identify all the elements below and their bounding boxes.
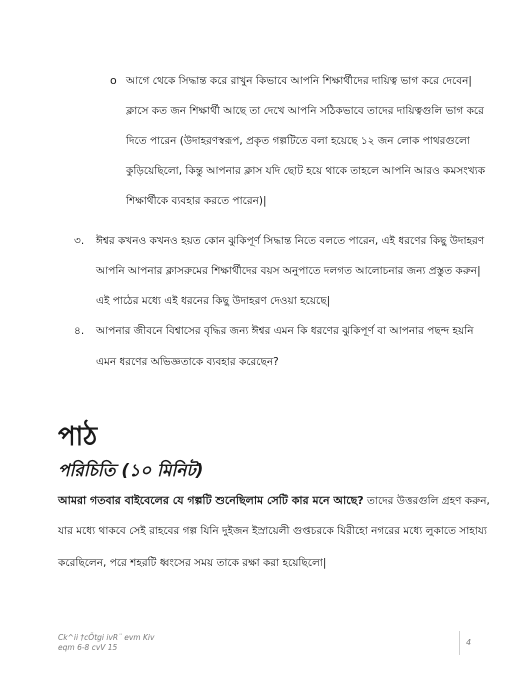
intro-line-1 xyxy=(58,494,490,508)
intro-line-2: যার মধ্যে থাকবে সেই রাহবের গল্প যিনি দুইজন ইস্রায়েলী গুপ্তচরকে যিরীহো নগরের মধ্যে লুকাতে সাহায্য xyxy=(58,525,487,537)
sub-bullet-line-2: ক্লাসে কত জন শিক্ষার্থী আছে তা দেখে আপনি সঠিকভাবে তাদের দায়িত্বগুলি ভাগ করে xyxy=(126,105,484,117)
page-number: 4 xyxy=(466,638,472,647)
item4-line-2: এমন ধরণের অভিজ্ঞতাকে ব্যবহার করেছেন? xyxy=(96,356,279,368)
list-number-4: ৪. xyxy=(74,325,85,337)
footer-divider xyxy=(459,631,460,655)
section-heading: পাঠ xyxy=(58,422,98,452)
sub-bullet-marker: o xyxy=(110,74,117,87)
section-subheading: পরিচিতি (১০ মিনিট) xyxy=(58,461,204,481)
item3-line-3: এই পাঠের মধ্যে এই ধরনের কিছু উদাহরণ দেওয়া হয়েছে| xyxy=(96,295,331,307)
intro-line-3: করেছিলেন, পরে শহরটি ধ্বংসের সময় তাকে রক্ষা করা হয়েছিলো| xyxy=(58,557,327,569)
footer-subtitle: eqm 6-8 cvV 15 xyxy=(58,643,118,652)
item3-line-1: ঈশ্বর কখনও কখনও হয়ত কোন ঝুকিপূর্ণ সিদ্ধান্ত নিতে বলতে পারেন, এই ধরণের কিছু উদাহরণ xyxy=(96,235,485,247)
sub-bullet-line-1: আগে থেকে সিদ্ধান্ত করে রাখুন কিভাবে আপনি শিক্ষার্থীদের দায়িত্ব ভাগ করে দেবেন| xyxy=(126,75,472,87)
sub-bullet-line-5: শিক্ষার্থীকে ব্যবহার করতে পারেন)| xyxy=(126,195,267,207)
intro-instruction: তাদের উত্তরগুলি গ্রহণ করুন, xyxy=(363,495,490,507)
intro-question: আমরা গতবার বাইবেলের যে গল্পটি শুনেছিলাম সেটি কার মনে আছে? xyxy=(58,494,364,507)
list-number-3: ৩. xyxy=(74,235,85,247)
footer-title: Ck^ii †cÖtgi ivR¨ evm Kiv xyxy=(58,633,155,642)
sub-bullet-line-4: কুড়িয়েছিলো, কিন্তু আপনার ক্লাস যদি ছোট হয়ে থাকে তাহলে আপনি আরও কমসংখ্যক xyxy=(126,165,486,177)
item4-line-1: আপনার জীবনে বিশ্বাসের বৃদ্ধির জন্য ঈশ্বর এমন কি ধরণের ঝুকিপূর্ণ বা আপনার পছন্দ হয়নি xyxy=(96,325,474,337)
item3-line-2: আপনি আপনার ক্লাসরুমের শিক্ষার্থীদের বয়স অনুপাতে দলগত আলোচনার জন্য প্রস্তুত করুন| xyxy=(96,265,481,277)
sub-bullet-line-3: দিতে পারেন (উদাহরণস্বরূপ, প্রকৃত গল্পটিতে বলা হয়েছে ১২ জন লোক পাথরগুলো xyxy=(126,135,470,147)
